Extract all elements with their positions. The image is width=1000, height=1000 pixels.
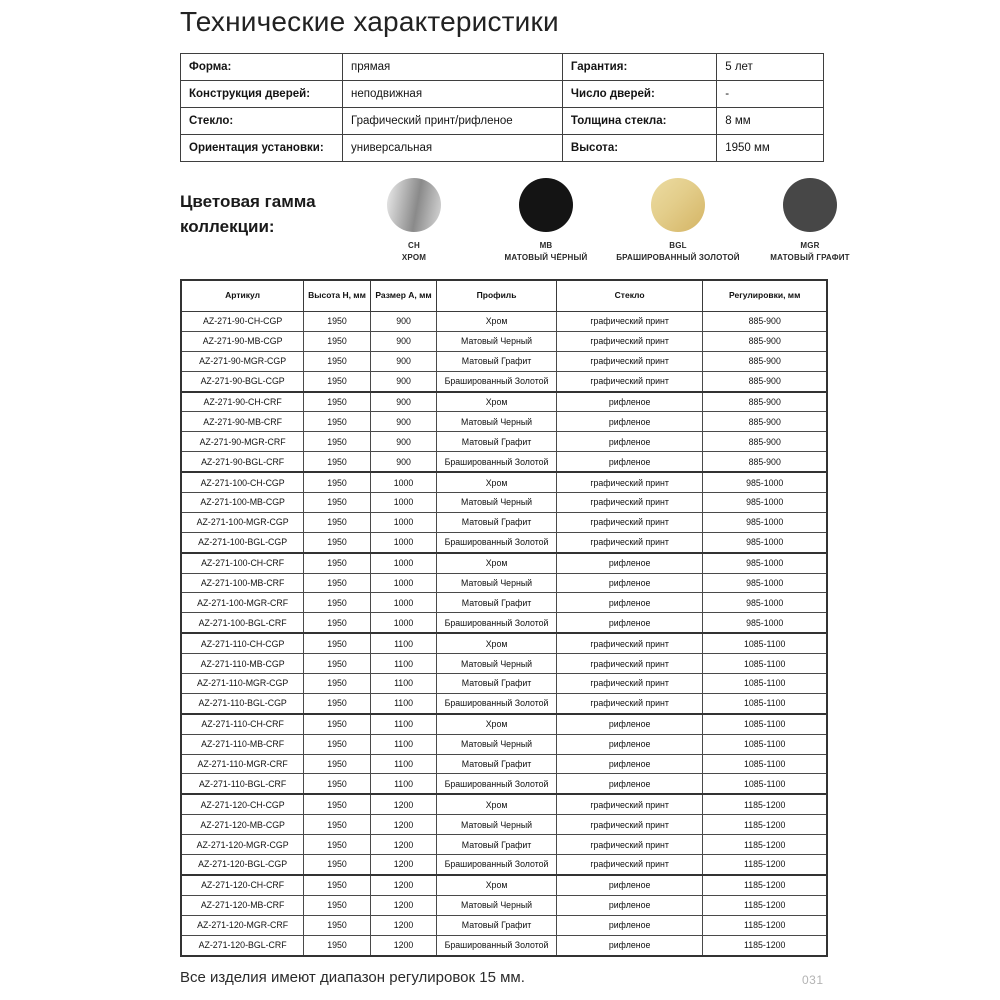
table-row xyxy=(181,654,827,674)
table-cell: AZ-271-110-MGR-CRF xyxy=(181,754,304,774)
table-row xyxy=(181,915,827,935)
table-row xyxy=(181,135,824,162)
table-row xyxy=(181,54,824,81)
table-cell: Хром xyxy=(437,633,557,653)
table-cell: 1950 xyxy=(304,915,371,935)
swatch-brushed-gold xyxy=(612,178,744,264)
table-row xyxy=(181,81,824,108)
table-row xyxy=(181,774,827,794)
table-cell: Матовый Графит xyxy=(437,835,557,855)
table-cell: 985-1000 xyxy=(703,512,827,532)
table-cell: AZ-271-90-BGL-CGP xyxy=(181,371,304,391)
table-cell: 1085-1100 xyxy=(703,674,827,694)
table-cell: 885-900 xyxy=(703,392,827,412)
table-cell: 8 мм xyxy=(717,108,824,135)
table-cell: 1200 xyxy=(370,895,437,915)
table-cell: рифленое xyxy=(556,714,703,734)
swatch-label xyxy=(616,240,740,264)
table-cell: Хром xyxy=(437,392,557,412)
table-cell: 900 xyxy=(370,351,437,371)
column-header-glass: Стекло xyxy=(556,280,703,312)
products-table xyxy=(180,279,828,957)
swatch-matte-graphite xyxy=(744,178,876,264)
table-row xyxy=(181,714,827,734)
spec-summary-table-body xyxy=(181,54,824,162)
table-cell: 885-900 xyxy=(703,312,827,332)
table-cell: Матовый Черный xyxy=(437,734,557,754)
table-cell: AZ-271-110-BGL-CRF xyxy=(181,774,304,794)
table-cell: 1950 xyxy=(304,553,371,573)
table-cell: рифленое xyxy=(556,593,703,613)
table-cell: 1200 xyxy=(370,794,437,814)
table-cell: 1085-1100 xyxy=(703,693,827,713)
table-cell: графический принт xyxy=(556,532,703,552)
table-cell: 1950 xyxy=(304,674,371,694)
swatch-code: MGR xyxy=(800,241,820,250)
table-cell: Матовый Черный xyxy=(437,493,557,513)
column-header-size: Размер A, мм xyxy=(370,280,437,312)
table-cell: рифленое xyxy=(556,432,703,452)
table-cell: 1100 xyxy=(370,734,437,754)
table-cell: рифленое xyxy=(556,895,703,915)
table-cell: 985-1000 xyxy=(703,493,827,513)
table-cell: 1950 xyxy=(304,855,371,875)
table-cell: 1200 xyxy=(370,935,437,955)
table-cell: рифленое xyxy=(556,875,703,895)
table-cell: Брашированный Золотой xyxy=(437,774,557,794)
table-cell: 1950 xyxy=(304,774,371,794)
table-cell: Матовый Черный xyxy=(437,815,557,835)
table-row xyxy=(181,895,827,915)
table-row xyxy=(181,412,827,432)
table-row xyxy=(181,512,827,532)
table-cell: AZ-271-90-CH-CRF xyxy=(181,392,304,412)
table-cell: 1950 xyxy=(304,532,371,552)
table-cell: Форма: xyxy=(181,54,343,81)
table-row xyxy=(181,351,827,371)
table-cell: рифленое xyxy=(556,754,703,774)
table-cell: AZ-271-100-BGL-CRF xyxy=(181,613,304,633)
table-cell: 985-1000 xyxy=(703,472,827,492)
table-cell: графический принт xyxy=(556,674,703,694)
table-cell: 1950 xyxy=(304,794,371,814)
swatch-name: БРАШИРОВАННЫЙ ЗОЛОТОЙ xyxy=(616,253,740,262)
table-cell: Матовый Черный xyxy=(437,573,557,593)
table-cell: AZ-271-110-BGL-CGP xyxy=(181,693,304,713)
table-cell: AZ-271-90-MB-CGP xyxy=(181,331,304,351)
table-cell: 1950 xyxy=(304,432,371,452)
table-cell: графический принт xyxy=(556,654,703,674)
table-cell: 1950 xyxy=(304,392,371,412)
table-cell: 1950 мм xyxy=(717,135,824,162)
table-cell: AZ-271-120-MGR-CGP xyxy=(181,835,304,855)
table-cell: Брашированный Золотой xyxy=(437,855,557,875)
column-header-adjustment: Регулировки, мм xyxy=(703,280,827,312)
table-row xyxy=(181,472,827,492)
table-cell: неподвижная xyxy=(343,81,563,108)
table-cell: AZ-271-120-CH-CGP xyxy=(181,794,304,814)
swatch-name: МАТОВЫЙ ГРАФИТ xyxy=(770,253,850,262)
table-row xyxy=(181,593,827,613)
table-cell: графический принт xyxy=(556,312,703,332)
table-cell: AZ-271-110-MB-CGP xyxy=(181,654,304,674)
table-cell: Брашированный Золотой xyxy=(437,935,557,955)
table-cell: Матовый Графит xyxy=(437,512,557,532)
table-cell: рифленое xyxy=(556,935,703,955)
table-cell: Брашированный Золотой xyxy=(437,452,557,472)
table-cell: 1185-1200 xyxy=(703,895,827,915)
footer-note: Все изделия имеют диапазон регулировок 15 мм. xyxy=(180,968,525,986)
table-cell: 1950 xyxy=(304,693,371,713)
table-cell: 1950 xyxy=(304,835,371,855)
table-cell: 1100 xyxy=(370,674,437,694)
table-cell: 900 xyxy=(370,412,437,432)
table-cell: AZ-271-100-MGR-CRF xyxy=(181,593,304,613)
table-cell: AZ-271-100-BGL-CGP xyxy=(181,532,304,552)
page-number: 031 xyxy=(802,973,824,987)
table-cell: 1950 xyxy=(304,895,371,915)
table-cell: 1950 xyxy=(304,493,371,513)
table-cell: рифленое xyxy=(556,392,703,412)
table-row xyxy=(181,553,827,573)
table-cell: 885-900 xyxy=(703,331,827,351)
table-cell: 1950 xyxy=(304,371,371,391)
table-cell: 1950 xyxy=(304,312,371,332)
table-cell: графический принт xyxy=(556,633,703,653)
table-cell: 1100 xyxy=(370,654,437,674)
table-cell: AZ-271-100-CH-CGP xyxy=(181,472,304,492)
table-cell: графический принт xyxy=(556,472,703,492)
table-cell: 1085-1100 xyxy=(703,734,827,754)
table-cell: 1000 xyxy=(370,493,437,513)
table-cell: AZ-271-90-MB-CRF xyxy=(181,412,304,432)
table-row xyxy=(181,108,824,135)
table-cell: Брашированный Золотой xyxy=(437,532,557,552)
table-cell: 1100 xyxy=(370,633,437,653)
swatch-name: МАТОВЫЙ ЧЁРНЫЙ xyxy=(504,253,588,262)
table-row xyxy=(181,532,827,552)
table-cell: 1950 xyxy=(304,714,371,734)
table-cell: 1185-1200 xyxy=(703,935,827,955)
swatch-matte-black xyxy=(480,178,612,264)
table-cell: 1950 xyxy=(304,815,371,835)
table-row xyxy=(181,693,827,713)
matte-graphite-color-circle-icon xyxy=(783,178,837,232)
table-cell: 985-1000 xyxy=(703,532,827,552)
table-cell: AZ-271-90-BGL-CRF xyxy=(181,452,304,472)
table-cell: 985-1000 xyxy=(703,593,827,613)
table-cell: Стекло: xyxy=(181,108,343,135)
table-cell: 1950 xyxy=(304,875,371,895)
table-cell: 1085-1100 xyxy=(703,714,827,734)
table-cell: 1085-1100 xyxy=(703,654,827,674)
table-row xyxy=(181,935,827,955)
table-cell: 1000 xyxy=(370,593,437,613)
table-row xyxy=(181,875,827,895)
table-cell: 1085-1100 xyxy=(703,633,827,653)
table-row xyxy=(181,633,827,653)
table-cell: рифленое xyxy=(556,734,703,754)
table-cell: AZ-271-120-CH-CRF xyxy=(181,875,304,895)
table-cell: 985-1000 xyxy=(703,553,827,573)
table-cell: 900 xyxy=(370,331,437,351)
table-cell: Хром xyxy=(437,714,557,734)
table-cell: графический принт xyxy=(556,693,703,713)
page-title: Технические характеристики xyxy=(180,6,559,37)
table-row xyxy=(181,815,827,835)
table-row xyxy=(181,312,827,332)
table-cell: 900 xyxy=(370,392,437,412)
table-cell: 1185-1200 xyxy=(703,794,827,814)
table-cell: Брашированный Золотой xyxy=(437,693,557,713)
table-cell: Высота: xyxy=(562,135,716,162)
table-cell: 1950 xyxy=(304,935,371,955)
table-cell: 1000 xyxy=(370,573,437,593)
table-cell: графический принт xyxy=(556,371,703,391)
table-cell: рифленое xyxy=(556,412,703,432)
spec-summary-table xyxy=(180,53,824,162)
table-cell: прямая xyxy=(343,54,563,81)
chrome-color-circle-icon xyxy=(387,178,441,232)
table-row xyxy=(181,432,827,452)
table-cell: AZ-271-90-CH-CGP xyxy=(181,312,304,332)
table-cell: графический принт xyxy=(556,794,703,814)
table-row xyxy=(181,855,827,875)
table-cell: 1950 xyxy=(304,633,371,653)
matte-black-color-circle-icon xyxy=(519,178,573,232)
products-table-header-row xyxy=(181,280,827,312)
table-cell: 900 xyxy=(370,371,437,391)
swatch-chrome xyxy=(348,178,480,264)
table-cell: 985-1000 xyxy=(703,573,827,593)
table-cell: 900 xyxy=(370,312,437,332)
table-cell: Ориентация установки: xyxy=(181,135,343,162)
table-cell: Матовый Графит xyxy=(437,754,557,774)
table-cell: рифленое xyxy=(556,774,703,794)
swatch-label xyxy=(402,240,426,264)
table-cell: 1000 xyxy=(370,472,437,492)
table-cell: AZ-271-100-CH-CRF xyxy=(181,553,304,573)
table-cell: 1100 xyxy=(370,754,437,774)
table-cell: 1185-1200 xyxy=(703,815,827,835)
table-cell: 1100 xyxy=(370,714,437,734)
table-cell: Брашированный Золотой xyxy=(437,371,557,391)
column-header-height: Высота H, мм xyxy=(304,280,371,312)
table-cell: Матовый Графит xyxy=(437,351,557,371)
table-cell: графический принт xyxy=(556,351,703,371)
table-cell: Графический принт/рифленое xyxy=(343,108,563,135)
table-row xyxy=(181,573,827,593)
table-cell: AZ-271-120-MB-CRF xyxy=(181,895,304,915)
table-cell: AZ-271-110-CH-CRF xyxy=(181,714,304,734)
table-cell: AZ-271-120-MB-CGP xyxy=(181,815,304,835)
table-cell: 1950 xyxy=(304,472,371,492)
swatch-row xyxy=(348,178,884,264)
table-row xyxy=(181,674,827,694)
swatch-code: MB xyxy=(539,241,553,250)
table-cell: 1000 xyxy=(370,512,437,532)
table-cell: рифленое xyxy=(556,613,703,633)
table-cell: Матовый Графит xyxy=(437,593,557,613)
table-cell: Гарантия: xyxy=(562,54,716,81)
table-cell: AZ-271-100-MB-CGP xyxy=(181,493,304,513)
products-table-body xyxy=(181,312,827,956)
table-cell: 1185-1200 xyxy=(703,855,827,875)
table-cell: 1000 xyxy=(370,532,437,552)
color-palette-heading: Цветовая гамма коллекции: xyxy=(180,192,316,236)
table-cell: 1000 xyxy=(370,553,437,573)
table-cell: рифленое xyxy=(556,573,703,593)
catalog-page xyxy=(180,0,850,986)
table-cell: 1950 xyxy=(304,593,371,613)
table-cell: 1200 xyxy=(370,835,437,855)
table-cell: 1950 xyxy=(304,654,371,674)
table-cell: рифленое xyxy=(556,915,703,935)
table-cell: 1200 xyxy=(370,815,437,835)
table-cell: 1950 xyxy=(304,754,371,774)
table-cell: AZ-271-110-MB-CRF xyxy=(181,734,304,754)
table-row xyxy=(181,392,827,412)
table-cell: AZ-271-120-MGR-CRF xyxy=(181,915,304,935)
table-cell: Матовый Графит xyxy=(437,915,557,935)
swatch-code: BGL xyxy=(669,241,687,250)
table-cell: графический принт xyxy=(556,493,703,513)
table-cell: 1200 xyxy=(370,875,437,895)
table-row xyxy=(181,371,827,391)
table-cell: 1085-1100 xyxy=(703,754,827,774)
table-cell: 1000 xyxy=(370,613,437,633)
table-cell: 885-900 xyxy=(703,432,827,452)
table-cell: 885-900 xyxy=(703,412,827,432)
table-cell: 1200 xyxy=(370,855,437,875)
table-cell: универсальная xyxy=(343,135,563,162)
table-row xyxy=(181,835,827,855)
table-cell: 1100 xyxy=(370,774,437,794)
table-cell: 5 лет xyxy=(717,54,824,81)
table-row xyxy=(181,794,827,814)
table-cell: AZ-271-110-CH-CGP xyxy=(181,633,304,653)
table-cell: 885-900 xyxy=(703,452,827,472)
table-cell: 985-1000 xyxy=(703,613,827,633)
table-cell: 1185-1200 xyxy=(703,835,827,855)
table-cell: Матовый Черный xyxy=(437,654,557,674)
table-cell: AZ-271-120-BGL-CGP xyxy=(181,855,304,875)
table-cell: 1185-1200 xyxy=(703,875,827,895)
table-cell: 1950 xyxy=(304,351,371,371)
table-cell: 1950 xyxy=(304,573,371,593)
table-cell: Число дверей: xyxy=(562,81,716,108)
table-cell: 885-900 xyxy=(703,371,827,391)
table-row xyxy=(181,613,827,633)
table-cell: Матовый Черный xyxy=(437,331,557,351)
table-cell: 1950 xyxy=(304,452,371,472)
table-cell: 1950 xyxy=(304,734,371,754)
table-row xyxy=(181,331,827,351)
table-cell: Хром xyxy=(437,472,557,492)
table-cell: Матовый Черный xyxy=(437,895,557,915)
swatch-label xyxy=(770,240,850,264)
table-row xyxy=(181,493,827,513)
table-cell: рифленое xyxy=(556,553,703,573)
table-cell: AZ-271-120-BGL-CRF xyxy=(181,935,304,955)
table-cell: 1950 xyxy=(304,331,371,351)
table-cell: 1085-1100 xyxy=(703,774,827,794)
table-cell: 900 xyxy=(370,452,437,472)
table-cell: графический принт xyxy=(556,331,703,351)
table-cell: 1200 xyxy=(370,915,437,935)
table-cell: Хром xyxy=(437,312,557,332)
table-cell: Хром xyxy=(437,553,557,573)
table-cell: AZ-271-100-MGR-CGP xyxy=(181,512,304,532)
table-cell: графический принт xyxy=(556,855,703,875)
swatch-code: CH xyxy=(408,241,420,250)
table-cell: 900 xyxy=(370,432,437,452)
swatch-label xyxy=(504,240,587,264)
table-cell: AZ-271-90-MGR-CRF xyxy=(181,432,304,452)
table-cell: AZ-271-90-MGR-CGP xyxy=(181,351,304,371)
table-cell: Матовый Графит xyxy=(437,674,557,694)
table-cell: 1185-1200 xyxy=(703,915,827,935)
column-header-profile: Профиль xyxy=(437,280,557,312)
table-cell: - xyxy=(717,81,824,108)
table-cell: графический принт xyxy=(556,815,703,835)
swatch-name: ХРОМ xyxy=(401,253,427,262)
table-cell: Матовый Графит xyxy=(437,432,557,452)
table-cell: AZ-271-100-MB-CRF xyxy=(181,573,304,593)
table-cell: Хром xyxy=(437,875,557,895)
table-cell: Хром xyxy=(437,794,557,814)
products-table-header xyxy=(181,280,827,312)
table-cell: Толщина стекла: xyxy=(562,108,716,135)
table-row xyxy=(181,754,827,774)
brushed-gold-color-circle-icon xyxy=(651,178,705,232)
color-palette-section xyxy=(180,178,850,264)
table-cell: 885-900 xyxy=(703,351,827,371)
table-row xyxy=(181,452,827,472)
table-cell: 1100 xyxy=(370,693,437,713)
table-row xyxy=(181,734,827,754)
table-cell: 1950 xyxy=(304,613,371,633)
table-cell: графический принт xyxy=(556,835,703,855)
table-cell: Брашированный Золотой xyxy=(437,613,557,633)
table-cell: 1950 xyxy=(304,512,371,532)
table-cell: рифленое xyxy=(556,452,703,472)
table-cell: графический принт xyxy=(556,512,703,532)
table-cell: 1950 xyxy=(304,412,371,432)
table-cell: Конструкция дверей: xyxy=(181,81,343,108)
table-cell: AZ-271-110-MGR-CGP xyxy=(181,674,304,694)
table-cell: Матовый Черный xyxy=(437,412,557,432)
column-header-article: Артикул xyxy=(181,280,304,312)
